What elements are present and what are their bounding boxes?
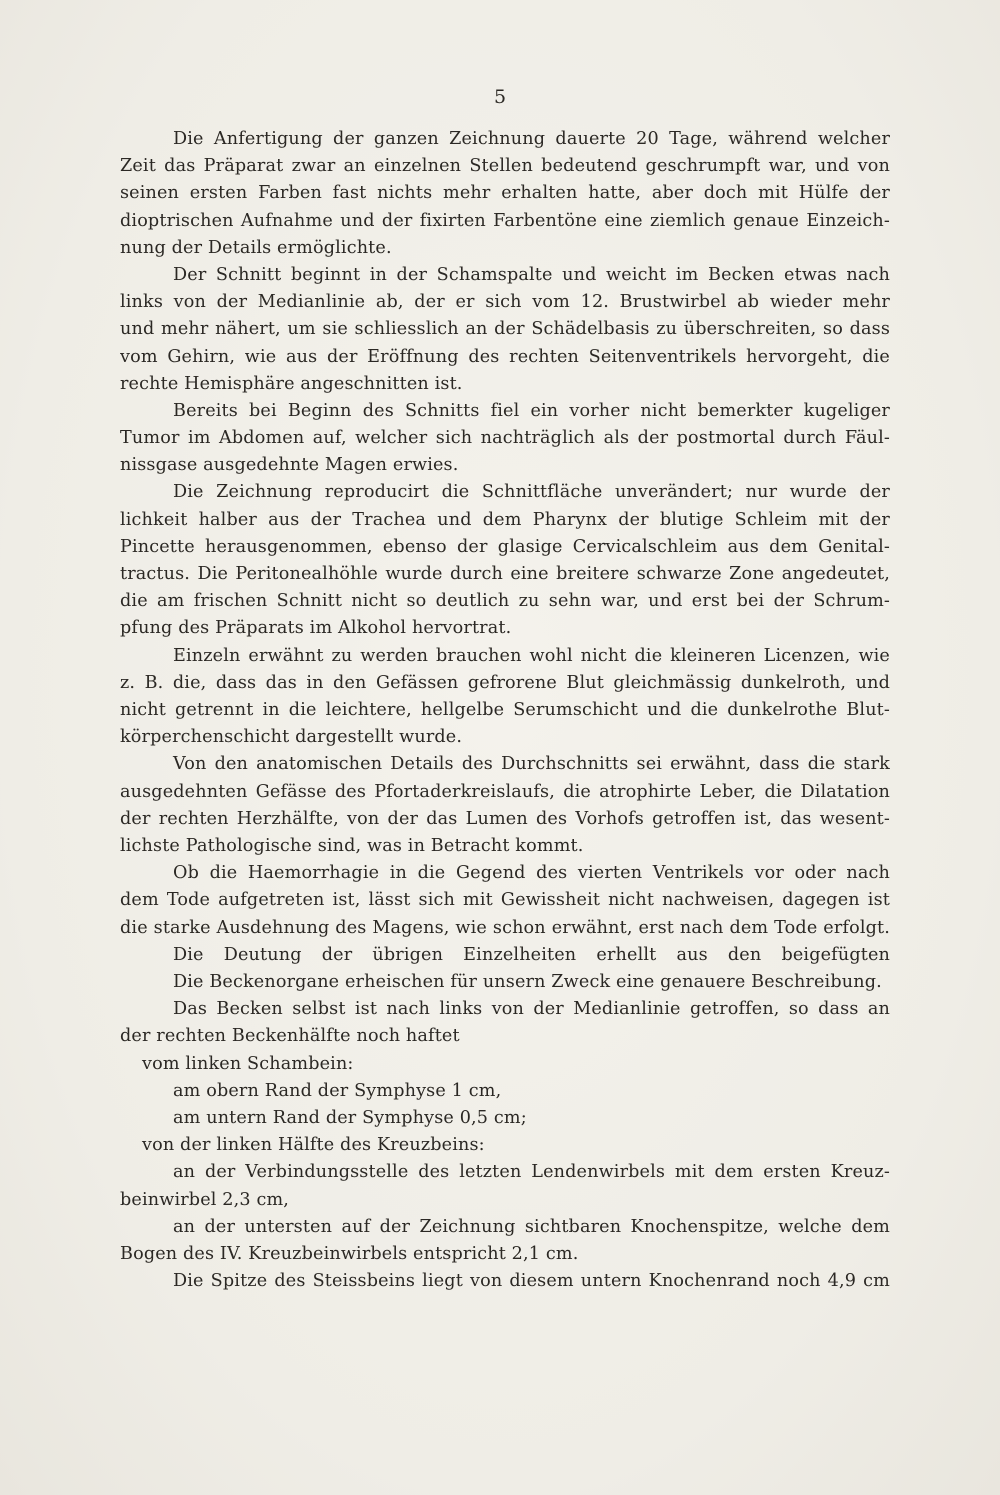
text-line: Pincette herausgenommen, ebenso der glasige Cervicalschleim aus dem Genital- — [120, 536, 890, 557]
text-line: körperchenschicht dargestellt wurde. — [120, 727, 463, 748]
text-line: beinwirbel 2,3 cm, — [120, 1189, 290, 1210]
text-line: der rechten Beckenhälfte noch haftet — [120, 1026, 460, 1047]
text-line: seinen ersten Farben fast nichts mehr erhalten hatte, aber doch mit Hülfe der — [120, 183, 890, 204]
text-line: Die Zeichnung reproducirt die Schnittfläche unverändert; nur wurde der — [173, 482, 890, 503]
text-line: Zeit das Präparat zwar an einzelnen Stellen bedeutend geschrumpft war, und von — [120, 156, 890, 177]
text-line: rechte Hemisphäre angeschnitten ist. — [120, 373, 463, 394]
text-line: Bereits bei Beginn des Schnitts fiel ein vorher nicht bemerkter kugeliger — [173, 400, 890, 421]
text-line: Die Beckenorgane erheischen für unsern Zweck eine genauere Beschreibung. — [173, 971, 882, 992]
text-line: Bogen des IV. Kreuzbeinwirbels entspricht 2,1 cm. — [120, 1243, 579, 1264]
text-line: Der Schnitt beginnt in der Schamspalte und weicht im Becken etwas nach — [173, 264, 890, 285]
text-line: Einzeln erwähnt zu werden brauchen wohl nicht die kleineren Licenzen, wie — [173, 645, 890, 666]
body-text — [120, 126, 890, 1295]
text-line: der rechten Herzhälfte, von der das Lumen des Vorhofs getroffen ist, das wesent- — [120, 808, 890, 829]
text-line: Die Deutung der übrigen Einzelheiten erhellt aus den beigefügten — [173, 944, 890, 965]
text-line: Ob die Haemorrhagie in die Gegend des vierten Ventrikels vor oder nach — [173, 863, 890, 884]
text-line: Tumor im Abdomen auf, welcher sich nachträglich als der postmortal durch Fäul- — [120, 428, 890, 449]
text-line: an der Verbindungsstelle des letzten Lendenwirbels mit dem ersten Kreuz- — [173, 1162, 890, 1183]
text-line: tractus. Die Peritonealhöhle wurde durch eine breitere schwarze Zone angedeutet, — [120, 564, 890, 585]
page-number: 5 — [493, 86, 507, 108]
text-line: lichste Pathologische sind, was in Betracht kommt. — [120, 835, 584, 856]
text-line: nung der Details ermöglichte. — [120, 237, 392, 258]
text-line: Die Spitze des Steissbeins liegt von diesem untern Knochenrand noch 4,9 cm — [173, 1271, 890, 1292]
text-line: vom Gehirn, wie aus der Eröffnung des rechten Seitenventrikels hervorgeht, die — [120, 346, 890, 367]
text-line: lichkeit halber aus der Trachea und dem Pharynx der blutige Schleim mit der — [120, 509, 890, 530]
text-line: dioptrischen Aufnahme und der fixirten Farbentöne eine ziemlich genaue Einzeich- — [120, 210, 890, 231]
text-line: Von den anatomischen Details des Durchschnitts sei erwähnt, dass die stark — [173, 754, 890, 775]
text-line: links von der Medianlinie ab, der er sich vom 12. Brustwirbel ab wieder mehr — [120, 292, 890, 313]
text-line: und mehr nähert, um sie schliesslich an der Schädelbasis zu überschreiten, so dass — [120, 319, 890, 340]
text-line: dem Tode aufgetreten ist, lässt sich mit Gewissheit nicht nachweisen, dagegen ist — [120, 890, 890, 911]
text-line: von der linken Hälfte des Kreuzbeins: — [142, 1135, 485, 1156]
text-line: die am frischen Schnitt nicht so deutlich zu sehn war, und erst bei der Schrum- — [120, 591, 890, 612]
text-line: die starke Ausdehnung des Magens, wie schon erwähnt, erst nach dem Tode erfolgt. — [120, 917, 890, 938]
text-line: am obern Rand der Symphyse 1 cm, — [173, 1080, 502, 1101]
text-line: nissgase ausgedehnte Magen erwies. — [120, 455, 459, 476]
text-line: vom linken Schambein: — [142, 1053, 354, 1074]
text-line: Das Becken selbst ist nach links von der Medianlinie getroffen, so dass an — [173, 999, 890, 1020]
text-line: pfung des Präparats im Alkohol hervortrat. — [120, 618, 512, 639]
text-line: z. B. die, dass das in den Gefässen gefrorene Blut gleichmässig dunkelroth, und — [120, 672, 890, 693]
text-line: an der untersten auf der Zeichnung sichtbaren Knochenspitze, welche dem — [173, 1216, 890, 1237]
text-line: nicht getrennt in die leichtere, hellgelbe Serumschicht und die dunkelrothe Blut- — [120, 700, 890, 720]
text-line: ausgedehnten Gefässe des Pfortaderkreislaufs, die atrophirte Leber, die Dilatation — [120, 781, 890, 802]
text-line: Die Anfertigung der ganzen Zeichnung dauerte 20 Tage, während welcher — [173, 129, 890, 149]
text-line: am untern Rand der Symphyse 0,5 cm; — [173, 1107, 527, 1128]
